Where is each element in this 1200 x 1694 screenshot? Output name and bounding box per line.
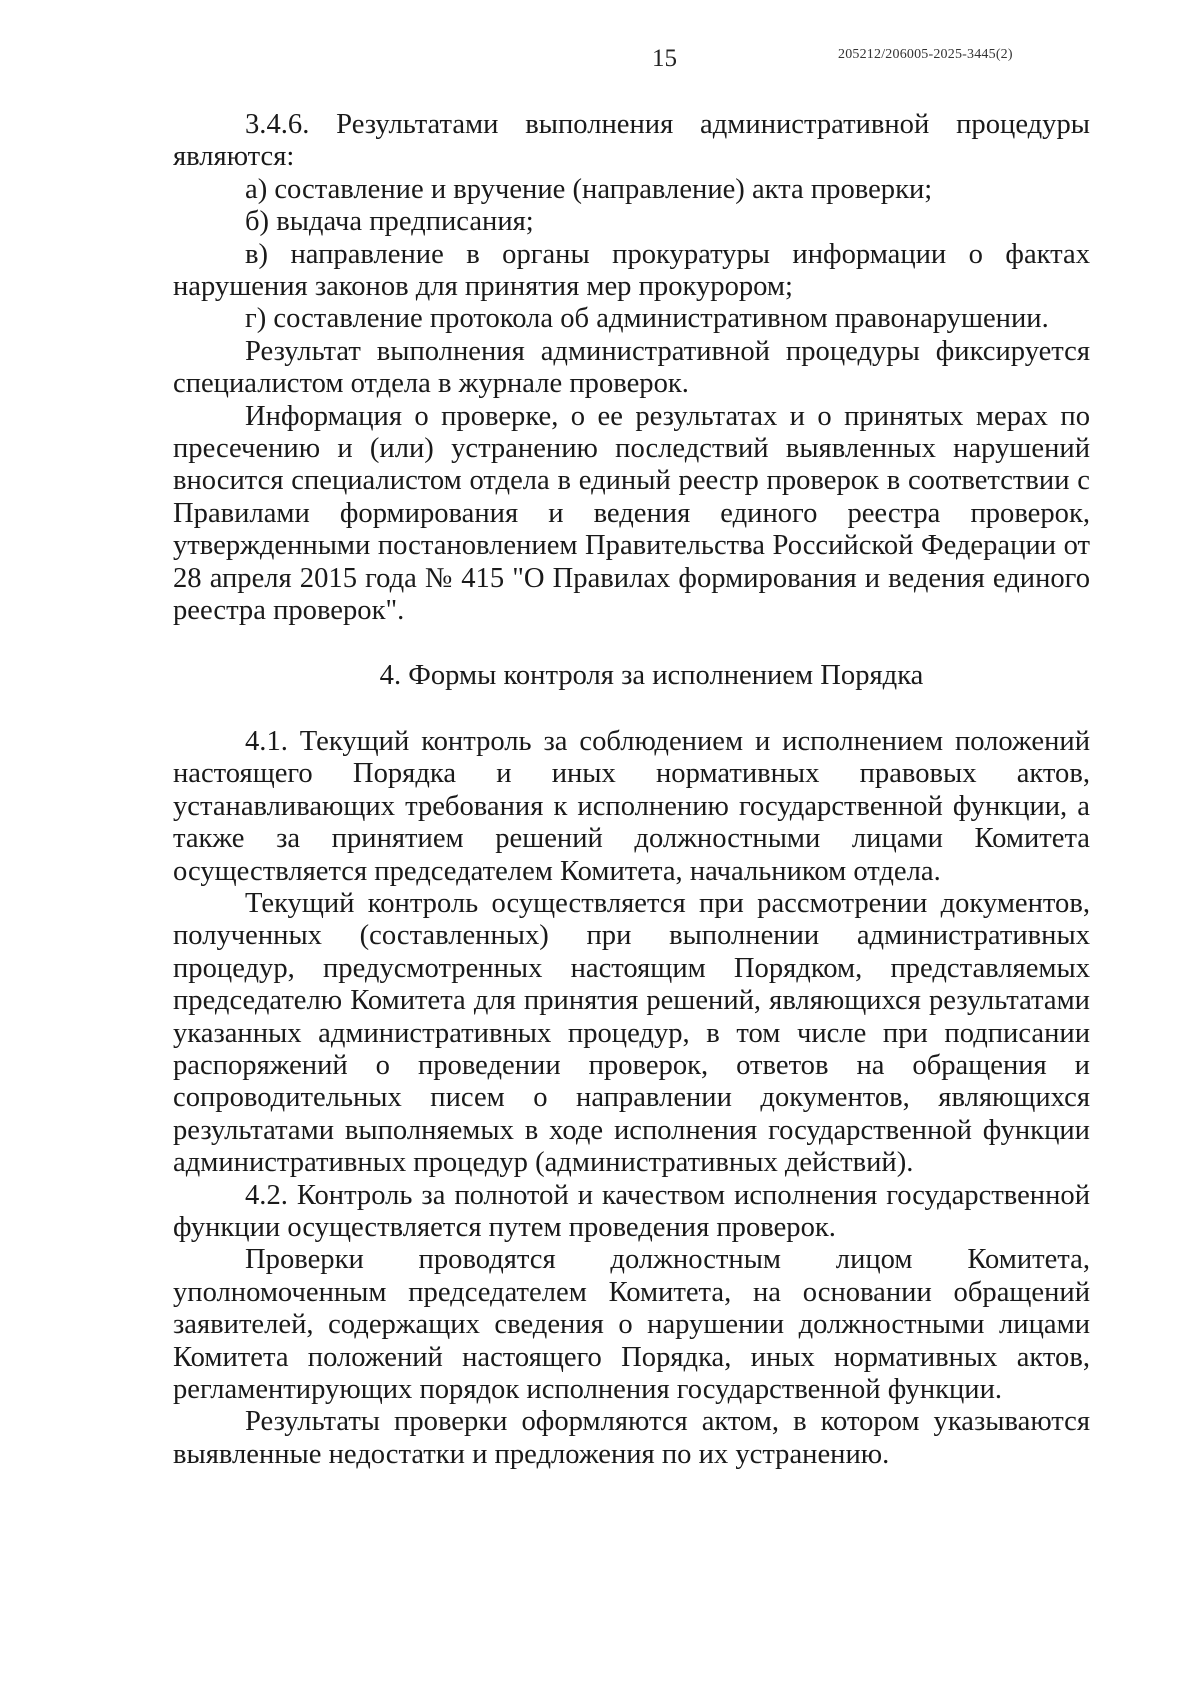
list-item-b: б) выдача предписания; — [245, 206, 534, 238]
paragraph-checks: Проверки проводятся должностным лицом Комитета, уполномоченным председателем Комитета, на основании обращений заявителей, содержащих сведения о нарушении должностными лицами Комитета положений настоящего Порядка, иных нормативных актов, регламентирующих порядок исполнения государственной функции. — [173, 1244, 1090, 1406]
paragraph-4-2: 4.2. Контроль за полнотой и качеством исполнения государственной функции осуществляется путем проведения проверок. — [173, 1179, 1090, 1243]
list-item-g: г) составление протокола об административном правонарушении. — [245, 303, 1049, 335]
list-item-v: в) направление в органы прокуратуры информации о фактах нарушения законов для принятия мер прокурором; — [173, 238, 1090, 303]
page-number: 15 — [652, 45, 677, 72]
paragraph-4-1: 4.1. Текущий контроль за соблюдением и исполнением положений настоящего Порядка и иных нормативных правовых актов, устанавливающих требования к исполнению государственной функции, а также за принятием решений должностными лицами Комитета осуществляется председателем Комитета, начальником отдела. — [173, 725, 1090, 887]
paragraph-current-control: Текущий контроль осуществляется при рассмотрении документов, полученных (составленных) при выполнении административных процедур, предусмотренных настоящим Порядком, представляемых председателю Комитета для принятия решений, являющихся результатами указанных административных процедур, в том числе при подписании распоряжений о проведении проверок, ответов на обращения и сопроводительных писем о направлении документов, являющихся результатами выполняемых в ходе исполнения государственной функции административных процедур (административных действий). — [173, 887, 1090, 1179]
list-item-a: а) составление и вручение (направление) акта проверки; — [245, 173, 933, 205]
section-title-4: 4. Формы контроля за исполнением Порядка — [379, 659, 924, 691]
document-id: 205212/206005-2025-3445(2) — [838, 47, 1013, 62]
paragraph-3-4-6-intro: 3.4.6. Результатами выполнения административной процедуры являются: — [173, 109, 1090, 173]
paragraph-registry-info: Информация о проверке, о ее результатах и о принятых мерах по пресечению и (или) устранению последствий выявленных нарушений вносится специалистом отдела в единый реестр проверок в соответствии с Правилами формирования и ведения единого реестра проверок, утвержденными постановлением Правительства Российской Федерации от 28 апреля 2015 года № 415 "О Правилах формирования и ведения единого реестра проверок". — [173, 400, 1090, 627]
paragraph-result-fixed: Результат выполнения административной процедуры фиксируется специалистом отдела в журнале проверок. — [173, 335, 1090, 400]
document-body — [173, 109, 1090, 1471]
paragraph-check-results: Результаты проверки оформляются актом, в котором указываются выявленные недостатки и предложения по их устранению. — [173, 1406, 1090, 1470]
